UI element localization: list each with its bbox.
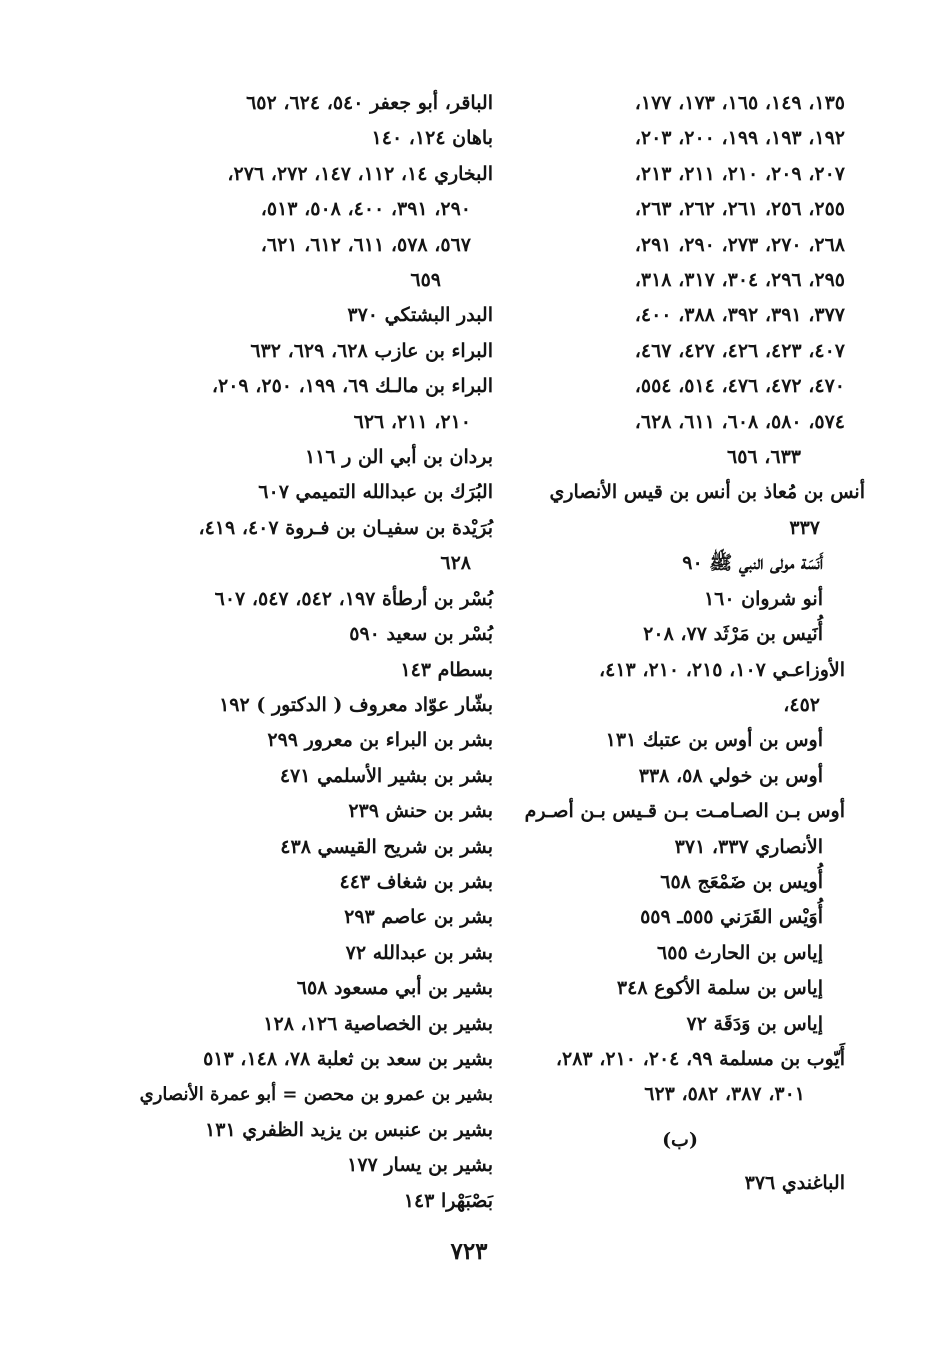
index-line: أُوَيْس القَرَني ٥٥٥ـ ٥٥٩ — [640, 906, 823, 929]
index-line: أُنَيس بن مَرْثَد ٧٧، ٢٠٨ — [643, 623, 823, 646]
index-line: ٣٠١، ٣٨٧، ٥٨٢، ٦٢٣ — [644, 1083, 805, 1106]
index-line: ٦٣٣، ٦٥٦ — [727, 446, 801, 469]
index-line: بشر بن بشير الأسلمي ٤٧١ — [279, 764, 493, 787]
index-line: ١٩٢، ١٩٣، ١٩٩، ٢٠٠، ٢٠٣، — [634, 127, 845, 150]
index-line: أَنَسَة مولى النبي ﷺ ٩٠ — [682, 552, 823, 575]
index-line: بشّار عوّاد معروف ( الدكتور ) ١٩٢ — [219, 693, 493, 716]
index-line: البراء بن مالـك ٦٩، ١٩٩، ٢٥٠، ٢٠٩، — [211, 375, 493, 398]
index-line: البدر البشتكي ٣٧٠ — [347, 304, 493, 327]
index-line: ٢٩٠، ٣٩١، ٤٠٠، ٥٠٨، ٥١٣، — [260, 198, 471, 221]
index-line: ٥٦٧، ٥٧٨، ٦١١، ٦١٢، ٦٢١، — [260, 233, 471, 256]
index-line: بَصْبَهْرا ١٤٣ — [403, 1189, 493, 1212]
index-line: الأوزاعـي ١٠٧، ٢١٥، ٢١٠، ٤١٣، — [599, 658, 845, 681]
index-line: أُويس بن ضَمْعَج ٦٥٨ — [660, 870, 823, 893]
index-line: ٣٣٧ — [789, 516, 820, 539]
index-line: البخاري ١٤، ١١٢، ١٤٧، ٢٧٢، ٢٧٦، — [227, 162, 493, 185]
index-line: ٢١٠، ٢١١، ٦٢٦ — [353, 410, 471, 433]
page-number: ٧٢٣ — [450, 1238, 488, 1265]
index-line: إياس بن وَدَقَة ٧٢ — [686, 1012, 823, 1035]
index-column-right — [515, 86, 865, 1202]
index-line: ٢٥٥، ٢٥٦، ٢٦١، ٢٦٢، ٢٦٣، — [634, 198, 845, 221]
index-line: بشير بن أبي مسعود ٦٥٨ — [296, 977, 493, 1000]
index-line: ١٣٥، ١٤٩، ١٦٥، ١٧٣، ١٧٧، — [634, 92, 845, 114]
index-line: أَيّوب بن مسلمة ٩٩، ٢٠٤، ٢١٠، ٢٨٣، — [555, 1047, 845, 1070]
index-line: بشير بن عنبس بن يزيد الظفري ١٣١ — [205, 1118, 493, 1141]
index-line: أوس بن خولي ٥٨، ٣٣٨ — [638, 764, 823, 787]
index-line: بشير بن الخصاصية ١٢٦، ١٢٨ — [263, 1012, 493, 1035]
index-line: ٣٧٧، ٣٩١، ٣٩٢، ٣٨٨، ٤٠٠، — [634, 304, 845, 327]
index-line: الأنصاري ٣٣٧، ٣٧١ — [674, 835, 823, 858]
index-line: بسطام ١٤٣ — [400, 658, 493, 681]
index-line: أنو شروان ١٦٠ — [703, 587, 823, 610]
index-line: بُسْر بن أرطأة ١٩٧، ٥٤٢، ٥٤٧، ٦٠٧ — [214, 587, 493, 610]
index-line: بردان بن أبي الن ر ١١٦ — [304, 446, 493, 469]
index-line: بُرَيْدة بن سفيـان بن فـروة ٤٠٧، ٤١٩، — [198, 516, 493, 539]
index-line: بشير بن يسار ١٧٧ — [347, 1154, 493, 1177]
index-line: إياس بن سلمة الأكوع ٣٤٨ — [616, 977, 823, 1000]
index-line: بشر بن عبدالله ٧٢ — [345, 941, 493, 964]
index-line: ٦٥٩ — [410, 269, 441, 292]
index-line: الباقر، أبو جعفر ٥٤٠، ٦٢٤، ٦٥٢ — [246, 92, 493, 114]
index-column-left — [138, 86, 493, 1219]
index-line: بشر بن عاصم ٢٩٣ — [344, 906, 493, 929]
index-line: بشر بن شريح القيسي ٤٣٨ — [280, 835, 493, 858]
letter-section-heading: (ب) — [662, 1128, 698, 1151]
index-line: ٤٠٧، ٤٢٣، ٤٢٦، ٤٢٧، ٤٦٧، — [634, 339, 845, 362]
index-line: باهان ١٢٤، ١٤٠ — [371, 127, 493, 150]
index-line: ٥٧٤، ٥٨٠، ٦٠٨، ٦١١، ٦٢٨، — [634, 410, 845, 433]
index-line: ٦٢٨ — [440, 552, 471, 575]
index-line: بشر بن البراء بن معرور ٢٩٩ — [267, 729, 493, 752]
index-line: بُسْر بن سعيد ٥٩٠ — [349, 623, 493, 646]
index-line: البراء بن عازب ٦٢٨، ٦٢٩، ٦٣٢ — [250, 339, 493, 362]
index-line: إياس بن الحارث ٦٥٥ — [657, 941, 823, 964]
index-line: ٤٧٠، ٤٧٢، ٤٧٦، ٥١٤، ٥٥٤، — [634, 375, 845, 398]
index-line: ٢٠٧، ٢٠٩، ٢١٠، ٢١١، ٢١٣، — [634, 162, 845, 185]
index-line: ٢٩٥، ٢٩٦، ٣٠٤، ٣١٧، ٣١٨، — [634, 269, 845, 292]
index-line: البُرَك بن عبدالله التميمي ٦٠٧ — [258, 481, 493, 504]
index-line: بشر بن شغاف ٤٤٣ — [339, 870, 493, 893]
index-line: الباغندي ٣٧٦ — [744, 1172, 845, 1195]
index-line: أوس بن أوس بن عتبك ١٣١ — [605, 729, 823, 752]
index-line: أنس بن مُعاذ بن أنس بن قيس الأنصاري — [549, 481, 865, 504]
index-line: بشير بن عمرو بن محصن = أبو عمرة الأنصاري — [139, 1084, 493, 1106]
index-line: بشير بن سعد بن ثعلبة ٧٨، ١٤٨، ٥١٣ — [203, 1047, 493, 1070]
index-line: ٢٦٨، ٢٧٠، ٢٧٣، ٢٩٠، ٢٩١، — [634, 233, 845, 256]
index-line: بشر بن حنش ٢٣٩ — [348, 800, 493, 823]
index-line: أوس بـن الصـامـت بـن قـيس بـن أصـرم — [524, 800, 845, 823]
index-line: ٤٥٢، — [783, 693, 820, 716]
